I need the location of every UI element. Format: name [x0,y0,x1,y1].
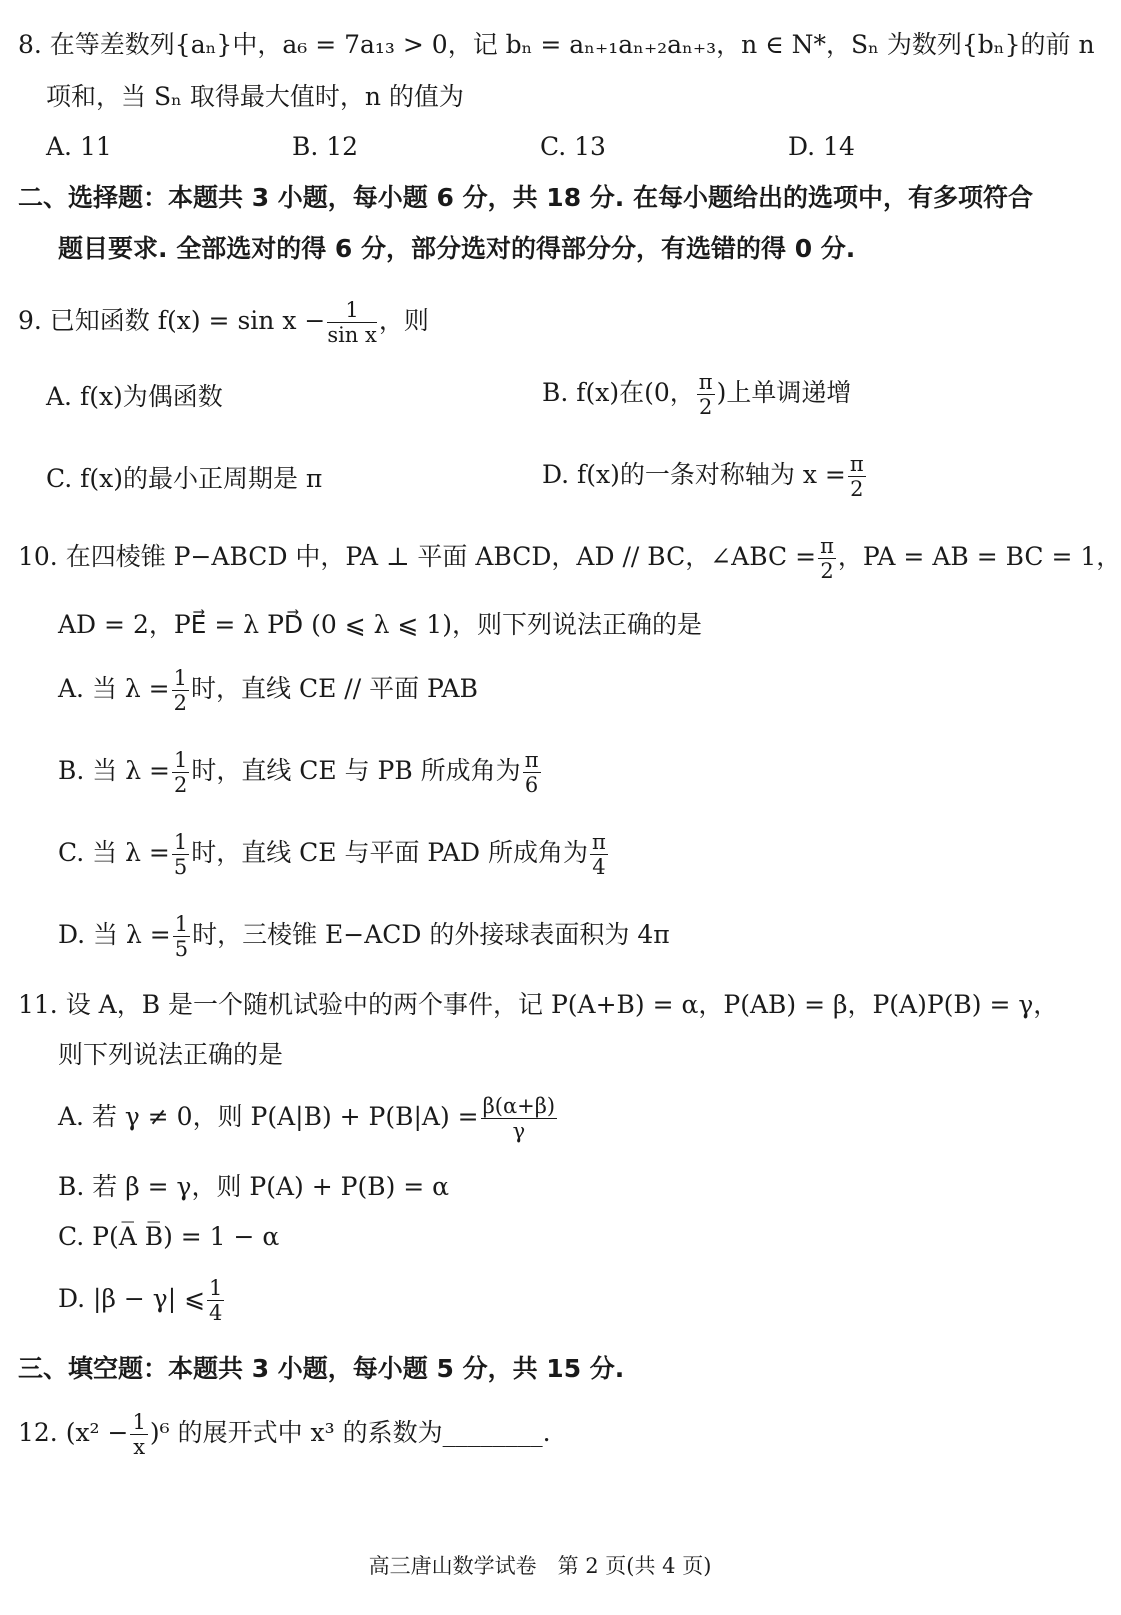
q10-line2: AD = 2，PE⃗ = λ PD⃗ (0 ⩽ λ ⩽ 1)，则下列说法正确的是 [58,610,702,639]
page-footer: 高三唐山数学试卷 第 2 页(共 4 页) [368,1554,712,1578]
section3-header: 三、填空题：本题共 3 小题，每小题 5 分，共 15 分. [18,1354,625,1383]
q11-line1: 11. 设 A，B 是一个随机试验中的两个事件，记 P(A+B) = α，P(AB) = β，P(A)P(B) = γ， [18,990,1059,1019]
q8-line2: 项和，当 Sₙ 取得最大值时，n 的值为 [46,82,464,111]
q10-option-c: C. 当 λ = $\frac{1}{5}$ 时，直线 CE 与平面 PAD 所成角为 $\frac{\pi}{4}$ [58,830,606,879]
q9-option-d: D. f(x)的一条对称轴为 x = $\frac{\pi}{2}$ [542,452,864,501]
q8-line1: 8. 在等差数列{aₙ}中，a₆ = 7a₁₃ > 0，记 bₙ = aₙ₊₁aₙ₊₂aₙ₊₃，n ∈ N*，Sₙ 为数列{bₙ}的前 n [18,30,1095,59]
q8-option-b: B. 12 [292,132,359,161]
q11-option-a: A. 若 γ ≠ 0，则 P(A|B) + P(B|A) = $\frac{\beta(\alpha+\beta)}{\gamma}$ [58,1094,556,1143]
q9-option-b: B. f(x)在(0， $\frac{\pi}{2}$ )上单调递增 [542,370,852,419]
q9-option-a: A. f(x)为偶函数 [46,382,223,411]
q9-stem: 9. 已知函数 f(x) = sin x − $\frac{1}{\text{sin x}}$ ，则 [18,298,429,347]
q8-option-c: C. 13 [540,132,606,161]
section2-line2: 题目要求. 全部选对的得 6 分，部分选对的得部分分，有选错的得 0 分. [58,234,856,263]
q11-option-b: B. 若 β = γ，则 P(A) + P(B) = α [58,1172,450,1201]
q10-option-b: B. 当 λ = $\frac{1}{2}$ 时，直线 CE 与 PB 所成角为 $\frac{\pi}{6}$ [58,748,539,797]
q11-option-d: D. |β − γ| ⩽ $\frac{1}{4}$ [58,1276,223,1325]
q8-option-a: A. 11 [46,132,112,161]
q9-fraction: $\frac{1}{\text{sin x}}$ [327,298,377,347]
q10-option-d: D. 当 λ = $\frac{1}{5}$ 时，三棱锥 E−ACD 的外接球表面积为 4π [58,912,670,961]
section2-line1: 二、选择题：本题共 3 小题，每小题 6 分，共 18 分. 在每小题给出的选项中，有多项符合 [18,183,1034,212]
q12-stem: 12. (x² − $\frac{1}{x}$ )⁶ 的展开式中 x³ 的系数为________. [18,1410,551,1459]
q8-option-d: D. 14 [788,132,855,161]
q11-line2: 则下列说法正确的是 [58,1040,284,1069]
q11-option-c: C. P(A̅ B̅) = 1 − α [58,1222,280,1251]
q10-line1: 10. 在四棱锥 P−ABCD 中，PA ⊥ 平面 ABCD，AD // BC，∠ABC = $\frac{\pi}{2}$ ，PA = AB = BC = 1， [18,534,1121,583]
q9-option-c: C. f(x)的最小正周期是 π [46,464,323,493]
q10-option-a: A. 当 λ = $\frac{1}{2}$ 时，直线 CE // 平面 PAB [58,666,478,715]
